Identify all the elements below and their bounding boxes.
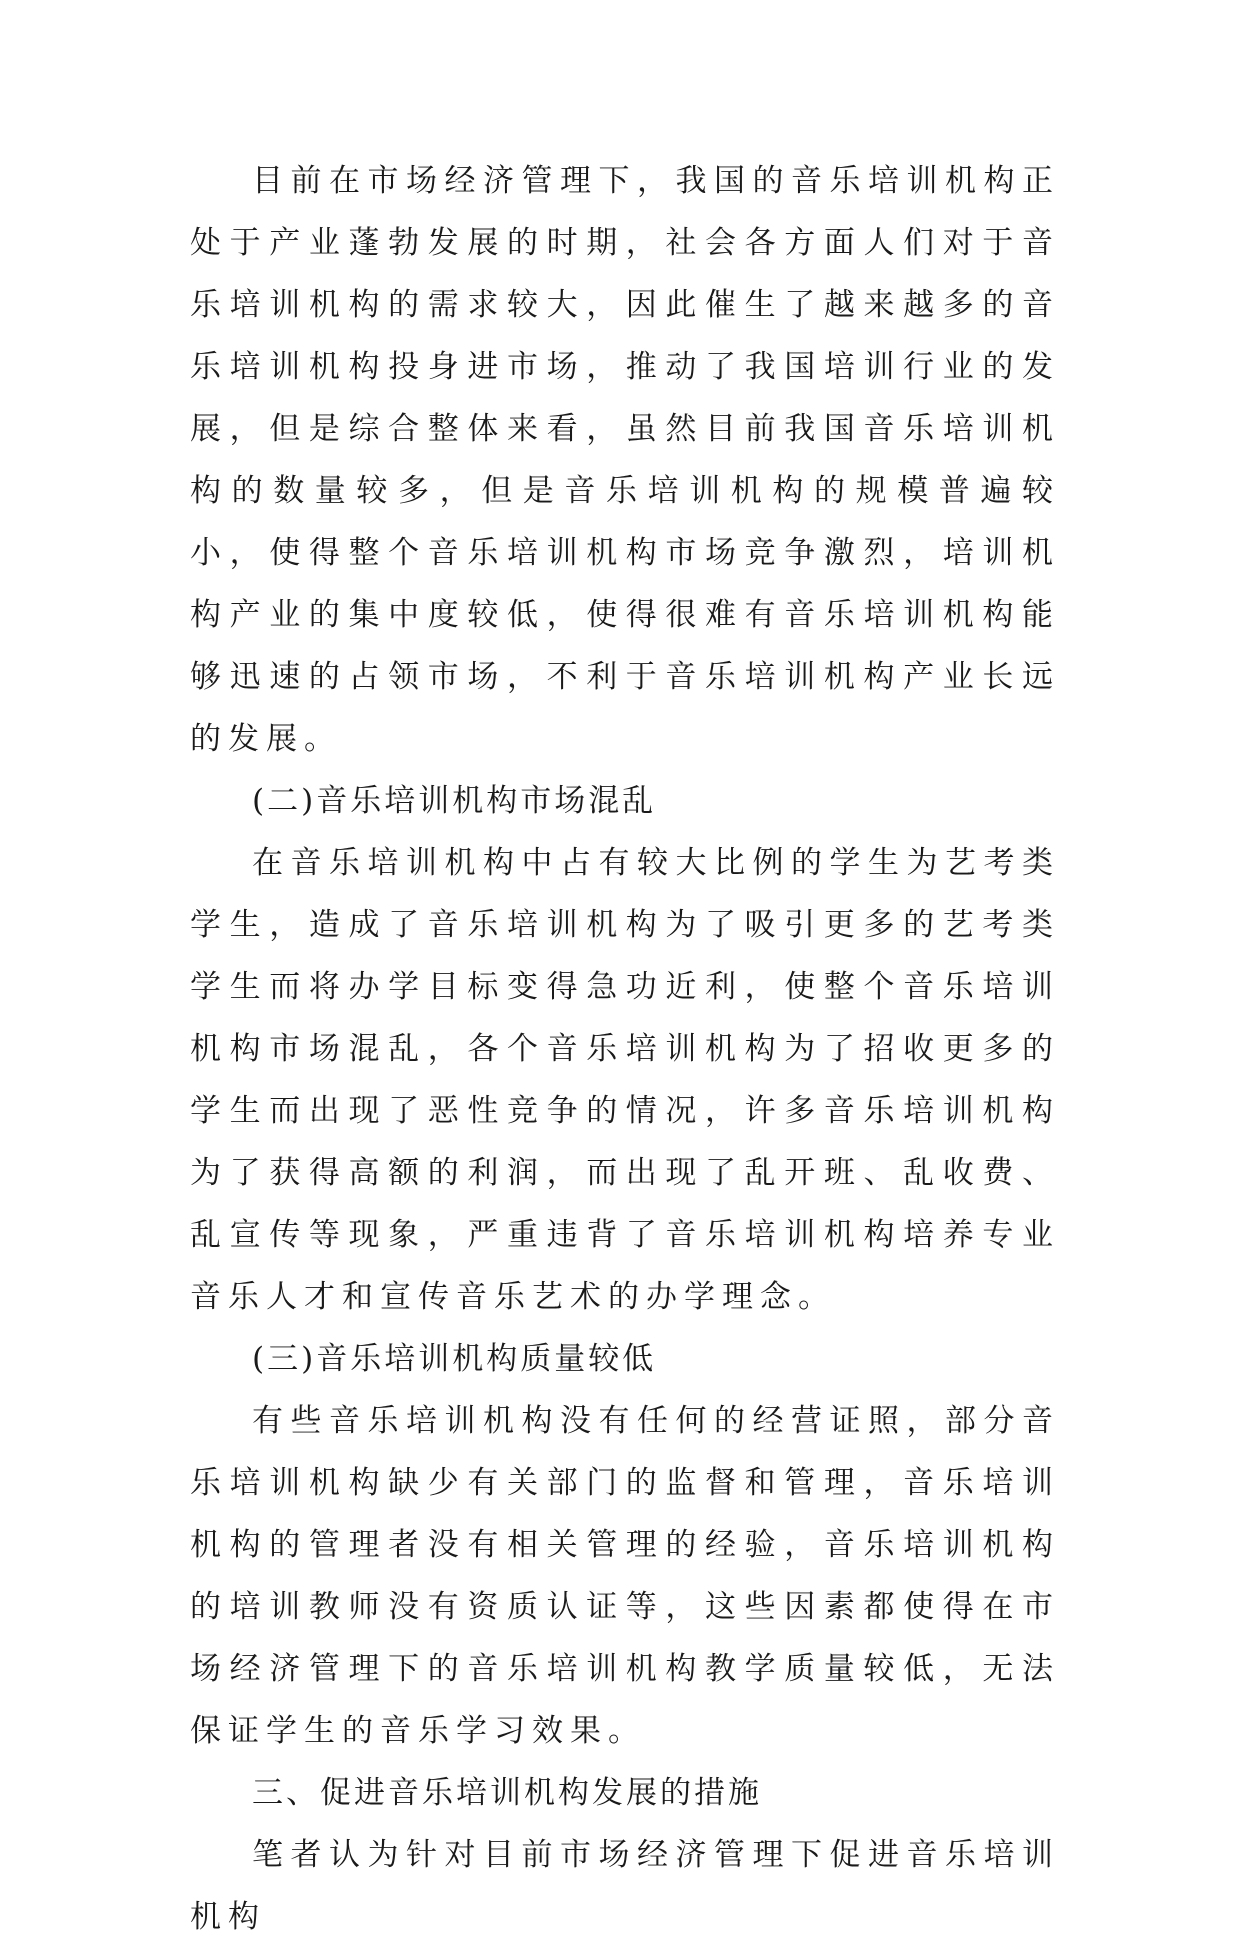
paragraph-market-scale: 目前在市场经济管理下，我国的音乐培训机构正处于产业蓬勃发展的时期，社会各方面人们对于音乐培训机构的需求较大，因此催生了越来越多的音乐培训机构投身进市场，推动了我国培训行业的发展，但是综合整体来看，虽然目前我国音乐培训机构的数量较多，但是音乐培训机构的规模普遍较小，使得整个音乐培训机构市场竞争激烈，培训机构产业的集中度较低，使得很难有音乐培训机构能够迅速的占领市场，不利于音乐培训机构产业长远的发展。	[190, 163, 1060, 757]
section-heading-low-quality: (三)音乐培训机构质量较低	[252, 1341, 657, 1377]
paragraph-market-chaos: 在音乐培训机构中占有较大比例的学生为艺考类学生，造成了音乐培训机构为了吸引更多的艺考类学生而将办学目标变得急功近利，使整个音乐培训机构市场混乱，各个音乐培训机构为了招收更多的学生而出现了恶性竞争的情况，许多音乐培训机构为了获得高额的利润，而出现了乱开班、乱收费、乱宣传等现象，严重违背了音乐培训机构培养专业音乐人才和宣传音乐艺术的办学理念。	[190, 845, 1060, 1315]
document-page	[190, 150, 1060, 1948]
section-heading-measures: 三、促进音乐培训机构发展的措施	[252, 1775, 762, 1811]
paragraph-measures: 笔者认为针对目前市场经济管理下促进音乐培训机构	[190, 1837, 1060, 1935]
paragraph-low-quality: 有些音乐培训机构没有任何的经营证照，部分音乐培训机构缺少有关部门的监督和管理，音乐培训机构的管理者没有相关管理的经验，音乐培训机构的培训教师没有资质认证等，这些因素都使得在市场经济管理下的音乐培训机构教学质量较低，无法保证学生的音乐学习效果。	[190, 1403, 1060, 1749]
section-heading-market-chaos: (二)音乐培训机构市场混乱	[252, 783, 657, 819]
